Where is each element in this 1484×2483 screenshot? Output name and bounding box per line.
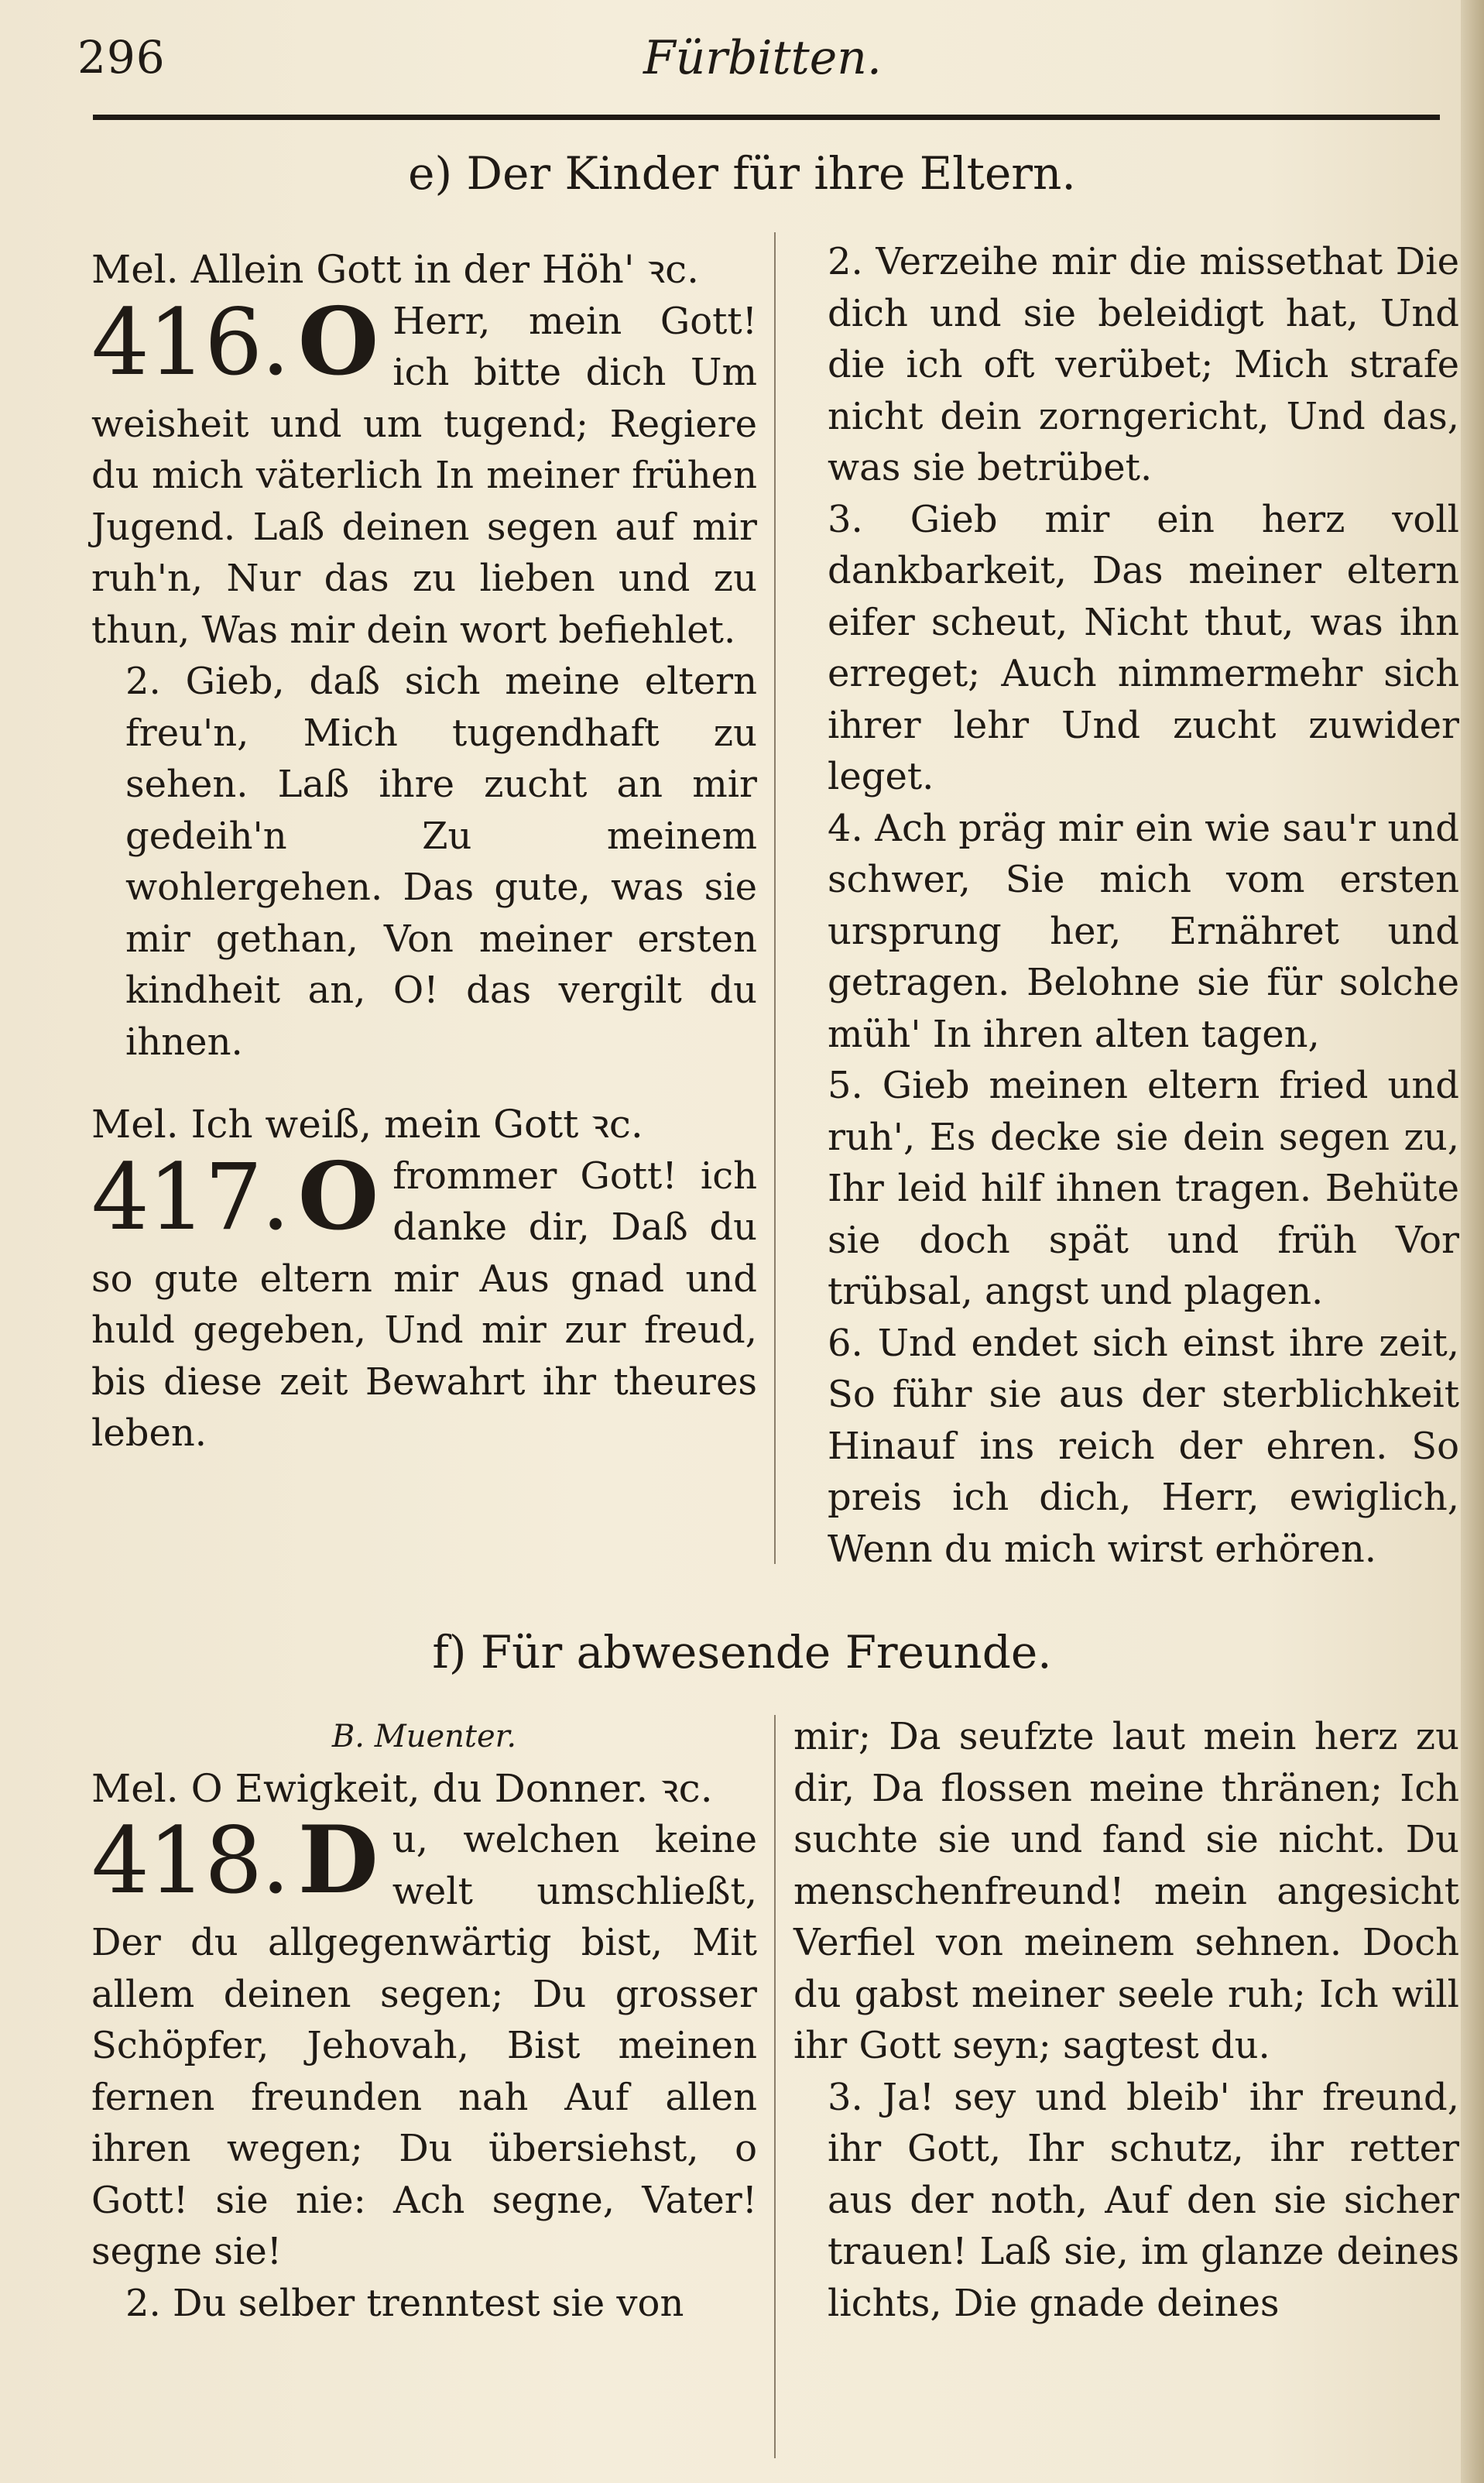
- hymn-418-verse-2: 2. Du selber trenntest sie von: [125, 2281, 684, 2325]
- hymn-418-verse-2-continued: mir; Da seufzte laut mein herz zu dir, Da flossen meine thränen; Ich suchte sie und fand sie nicht. Du menschenfreund! mein angesicht Verfiel von meinem sehnen. Doch du gabst meiner seele ruh; Ich will ihr Gott seyn; sagtest du.: [793, 1715, 1459, 2067]
- page-header: [77, 31, 1448, 101]
- hymn-416-verse-5: 5. Gieb meinen eltern fried und ruh', Es decke sie dein segen zu, Ihr leid hilf ihnen tragen. Behüte sie doch spät und früh Vor trübsal, angst und plagen.: [828, 1064, 1459, 1313]
- hymn-416-verse-2b: 2. Verzeihe mir die missethat Die dich und sie beleidigt hat, Und die ich oft verübet; Mich strafe nicht dein zorngericht, Und das, was sie betrübet.: [828, 240, 1459, 489]
- hymn-416-verse-1: Herr, mein Gott! ich bitte dich Um weisheit und um tugend; Regiere du mich väterlich In meiner frühen Jugend. Laß deinen segen auf mir ruh'n, Nur das zu lieben und zu thun, Was mir dein wort befiehlet.: [91, 299, 757, 652]
- page-number: 296: [77, 31, 166, 84]
- hymn-416-verse-6: 6. Und endet sich einst ihre zeit, So führ sie aus der sterblichkeit Hinauf ins reich der ehren. So preis ich dich, Herr, ewiglich, Wenn du mich wirst erhören.: [828, 1321, 1459, 1571]
- section-e-column-divider: [774, 232, 776, 1564]
- running-title: Fürbitten.: [643, 31, 882, 85]
- hymn-418-verse-3: 3. Ja! sey und bleib' ihr freund, ihr Gott, Ihr schutz, ihr retter aus der noth, Auf den sie sicher trauen! Laß sie, im glanze deines lichts, Die gnade deines: [828, 2075, 1459, 2325]
- section-f-heading: f) Für abwesende Freunde.: [432, 1626, 1052, 1679]
- hymn-418: [91, 1806, 757, 2278]
- hymn-417-verse-1: frommer Gott! ich danke dir, Daß du so gute eltern mir Aus gnad und huld gegeben, Und mir zur freud, bis diese zeit Bewahrt ihr theures leben.: [91, 1154, 757, 1455]
- section-f-column-divider: [774, 1715, 776, 2458]
- hymn-417-drop-cap: O: [297, 1141, 379, 1251]
- hymn-418-verse-1: u, welchen keine welt umschließt, Der du allgegenwärtig bist, Mit allem deinen segen; Du grosser Schöpfer, Jehovah, Bist meinen fernen freunden nah Auf allen ihren wegen; Du übersiehst, o Gott! sie nie: Ach segne, Vater! segne sie!: [91, 1818, 757, 2273]
- hymn-417-melody: Mel. Ich weiß, mein Gott ꝛc.: [91, 1102, 643, 1147]
- section-e-left-column: [91, 244, 757, 1459]
- hymn-416-verse-4: 4. Ach präg mir ein wie sau'r und schwer, Sie mich vom ersten ursprung her, Ernähret und getragen. Belohne sie für solche müh' In ihren alten tagen,: [828, 806, 1459, 1056]
- hymn-416-verse-2: 2. Gieb, daß sich meine eltern freu'n, Mich tugendhaft zu sehen. Laß ihre zucht an mir gedeih'n Zu meinem wohlergehen. Das gute, was sie mir gethan, Von meiner ersten kindheit an, O! das vergilt du ihnen.: [125, 660, 757, 1064]
- section-e-right-column: [793, 236, 1459, 1575]
- hymn-416-verse-3: 3. Gieb mir ein herz voll dankbarkeit, Das meiner eltern eifer scheut, Nicht thut, was ihn erreget; Auch nimmermehr sich ihrer lehr Und zucht zuwider leget.: [828, 497, 1459, 798]
- hymn-416-number: 416.: [91, 288, 289, 396]
- hymn-418-melody: Mel. O Ewigkeit, du Donner. ꝛc.: [91, 1765, 713, 1811]
- hymn-417: [91, 1141, 757, 1459]
- hymn-418-number: 418.: [91, 1807, 289, 1914]
- hymn-416: [91, 286, 757, 657]
- hymn-416-melody: Mel. Allein Gott in der Höh' ꝛc.: [91, 247, 700, 292]
- header-rule: [93, 115, 1440, 120]
- book-spine-edge: [1461, 0, 1484, 2483]
- hymn-418-drop-cap: D: [297, 1806, 379, 1915]
- section-f-left-column: [91, 1711, 757, 2329]
- section-e-heading: e) Der Kinder für ihre Eltern.: [408, 147, 1076, 200]
- section-f-right-column: [793, 1711, 1459, 2329]
- hymn-417-number: 417.: [91, 1143, 289, 1250]
- hymn-416-drop-cap: O: [297, 286, 379, 396]
- hymn-418-author: B. Muenter.: [331, 1719, 517, 1754]
